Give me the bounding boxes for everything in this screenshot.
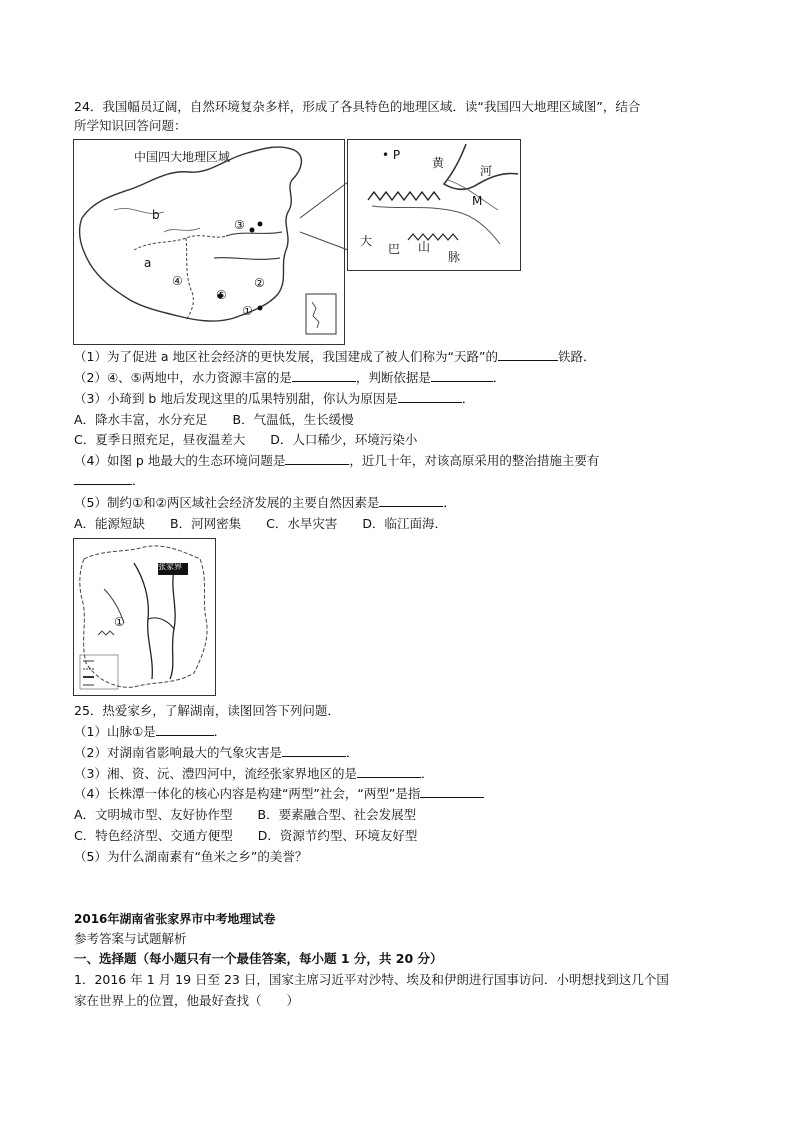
answer-q1-line1: 1．2016 年 1 月 19 日至 23 日，国家主席习近平对沙特、埃及和伊朗进行国事访问．小明想找到这几个国 [74,972,669,987]
q24-sub4-mid: ，近几十年，对该高原采用的整治措施主要有 [349,453,600,468]
region-label-4: ④ [172,274,183,288]
inset-label-mai: 脉 [448,250,461,264]
answer-title: 2016年湖南省张家界市中考地理试卷 [74,912,276,926]
q25-sub2-tail: ． [345,745,359,760]
q24-sub3-options-2: C．夏季日照充足，昼夜温差大 D．人口稀少，环境污染小 [74,432,418,447]
answer-subtitle: 参考答案与试题解析 [74,931,187,946]
q25-sub3-text: （3）湘、资、沅、澧四河中，流经张家界地区的是 [74,766,357,781]
inset-label-p: • P [382,148,401,162]
q24-sub2-mid: ，判断依据是 [355,370,431,385]
q24-sub4 [74,452,599,470]
q24-sub2-blank2 [431,369,493,382]
region-label-5: ⑤ [216,288,227,302]
q25-sub3-tail: ． [420,766,434,781]
q24-sub4-blank1 [285,452,349,465]
inset-label-da: 大 [360,234,373,248]
q24-sub3-tail: ． [461,391,475,406]
q25-sub4-text: （4）长株潭一体化的核心内容是构建“两型”社会，“两型”是指 [74,786,421,801]
china-map-title: 中国四大地理区域 [134,150,231,164]
q24-sub2-blank1 [292,369,356,382]
q25-sub2-text: （2）对湖南省影响最大的气象灾害是 [74,745,282,760]
q25-sub1 [74,723,226,741]
q24-sub1-text: （1）为了促进 a 地区社会经济的更快发展，我国建成了被人们称为“天路”的 [74,349,499,364]
q25-stem: 25．热爱家乡，了解湖南，读图回答下列问题． [74,703,340,718]
q25-sub4 [74,785,484,803]
inset-label-ba: 巴 [388,242,401,256]
q24-sub5-tail: ． [443,495,456,510]
inset-label-he: 河 [480,164,493,178]
q25-sub5: （5）为什么湖南素有“鱼米之乡”的美誉？ [74,849,308,864]
q24-stem-line1: 24．我国幅员辽阔，自然环境复杂多样，形成了各具特色的地理区域．读“我国四大地理区域图”，结合 [74,99,641,114]
region-label-b: b [152,208,160,222]
part1-heading: 一、选择题（每小题只有一个最佳答案，每小题 1 分，共 20 分） [74,951,443,966]
q24-sub3 [74,390,474,408]
q25-sub4-options-1: A．文明城市型、友好协作型 B．要素融合型、社会发展型 [74,807,417,822]
zhangjiajie-label: 张家界 [158,562,182,571]
q24-sub4-line2 [74,472,145,490]
q25-sub1-tail: ． [213,724,227,739]
q24-sub4-text: （4）如图 p 地最大的生态环境问题是 [74,453,286,468]
q24-sub2-text: （2）④、⑤两地中，水力资源丰富的是 [74,370,292,385]
q25-sub2-blank [282,744,346,757]
q24-sub5-blank [379,494,443,507]
q24-sub3-options-1: A．降水丰富，水分充足 B．气温低，生长缓慢 [74,412,354,427]
q24-sub5-options: A．能源短缺 B．河网密集 C．水旱灾害 D．临江面海． [74,516,447,531]
q24-sub1-blank [498,348,558,361]
q24-sub2 [74,369,505,387]
q24-sub4-tail: ． [132,473,145,488]
q24-sub5-text: （5）制约①和②两区域社会经济发展的主要自然因素是 [74,495,380,510]
q24-sub5 [74,494,456,512]
q24-sub1 [74,348,596,366]
q24-sub3-text: （3）小琦到 b 地后发现这里的瓜果特别甜，你认为原因是 [74,391,398,406]
q25-sub2 [74,744,358,762]
inset-connector-lines [300,176,350,256]
q25-sub4-options-2: C．特色经济型、交通方便型 D．资源节约型、环境友好型 [74,828,418,843]
answer-q1-line2: 家在世界上的位置，他最好查找（ ） [74,993,300,1008]
region-label-a: a [144,256,152,270]
q24-stem-line2: 所学知识回答问题： [74,118,187,133]
inset-label-m: M [472,194,483,208]
q25-sub3 [74,765,433,783]
hunan-map-drawing [74,539,215,695]
inset-label-huang: 黄 [432,156,445,170]
q25-sub3-blank [357,765,421,778]
region-label-3: ③ [234,218,245,232]
q25-sub1-text: （1）山脉①是 [74,724,156,739]
region-label-1: ① [242,304,253,318]
inset-label-shan: 山 [418,240,431,254]
q24-sub4-blank2 [74,472,132,485]
q25-sub4-blank [420,785,484,798]
q24-sub3-blank [398,390,462,403]
q25-sub1-blank [156,723,214,736]
mountain-label-1: ① [114,615,125,629]
inset-region-map [347,139,521,271]
q24-sub1-tail: 铁路． [558,349,596,364]
region-label-2: ② [254,276,265,290]
hunan-map [73,538,216,696]
q24-sub2-tail: ． [492,370,506,385]
